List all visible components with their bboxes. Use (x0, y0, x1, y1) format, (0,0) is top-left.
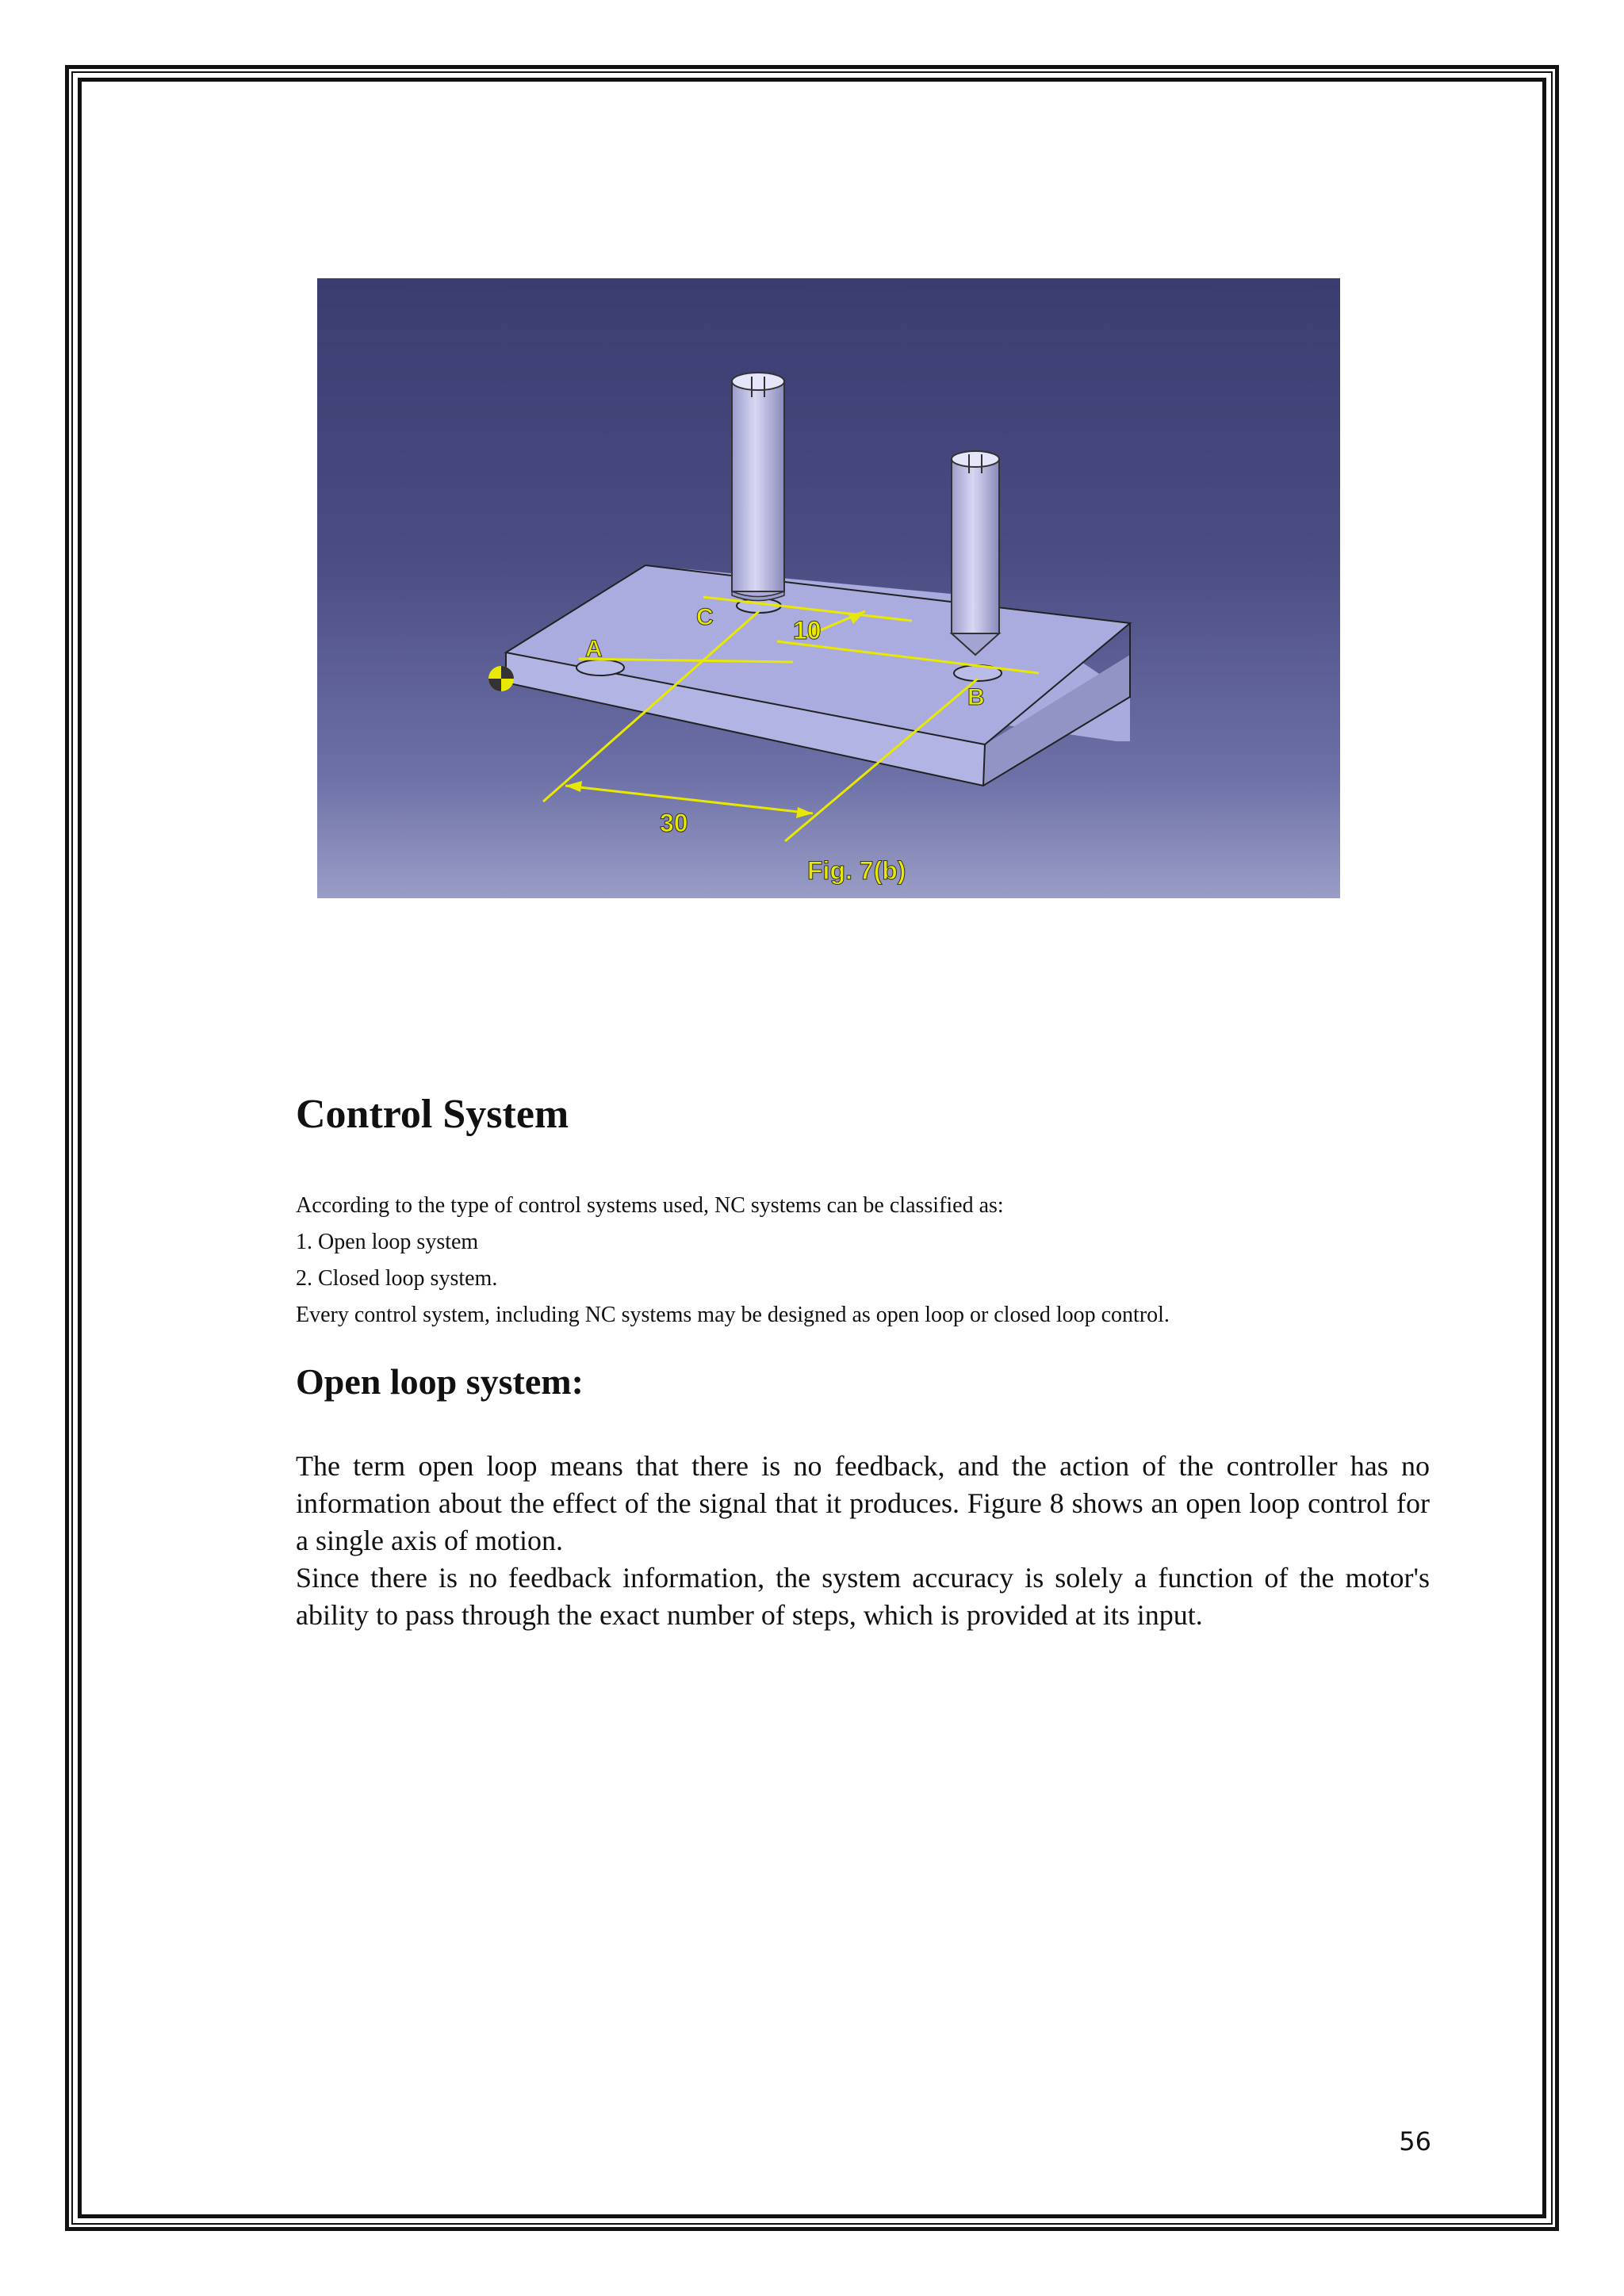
label-dim-30: 30 (660, 809, 688, 837)
control-line-every: Every control system, including NC systems may be designed as open loop or closed loop control. (296, 1303, 1170, 1327)
label-c: C (696, 604, 714, 630)
paragraph-open-loop-1: The term open loop means that there is no feedback, and the action of the controller has no information about the effect of the signal that it produces. Figure 8 shows an open loop control for a single axis of motion. (296, 1450, 1430, 1556)
heading-open-loop (296, 1362, 584, 1402)
page-number: 56 (1399, 2126, 1431, 2156)
heading-control-system: Control System (296, 1092, 569, 1137)
heading-open-loop-text: Open loop system (296, 1361, 572, 1402)
control-line-closed: 2. Closed loop system. (296, 1266, 498, 1291)
hole-a (576, 660, 624, 675)
figure-caption: Fig. 7(b) (807, 856, 906, 885)
control-line-intro: According to the type of control systems used, NC systems can be classified as: (296, 1193, 1004, 1218)
tool-right (952, 459, 999, 633)
control-line-open: 1. Open loop system (296, 1230, 479, 1254)
label-a: A (585, 636, 603, 662)
tool-left-top (732, 373, 784, 390)
tool-right-top (952, 451, 999, 467)
label-b: B (967, 684, 985, 710)
heading-open-loop-colon: : (571, 1361, 584, 1402)
tool-left (732, 381, 784, 591)
figure-drawing (317, 278, 1340, 898)
figure-drilling-plate (317, 278, 1340, 898)
label-dim-10: 10 (793, 616, 822, 645)
paragraph-open-loop-2: Since there is no feedback information, the system accuracy is solely a function of the motor's ability to pass through the exact number of steps, which is provided at its input. (296, 1562, 1430, 1631)
